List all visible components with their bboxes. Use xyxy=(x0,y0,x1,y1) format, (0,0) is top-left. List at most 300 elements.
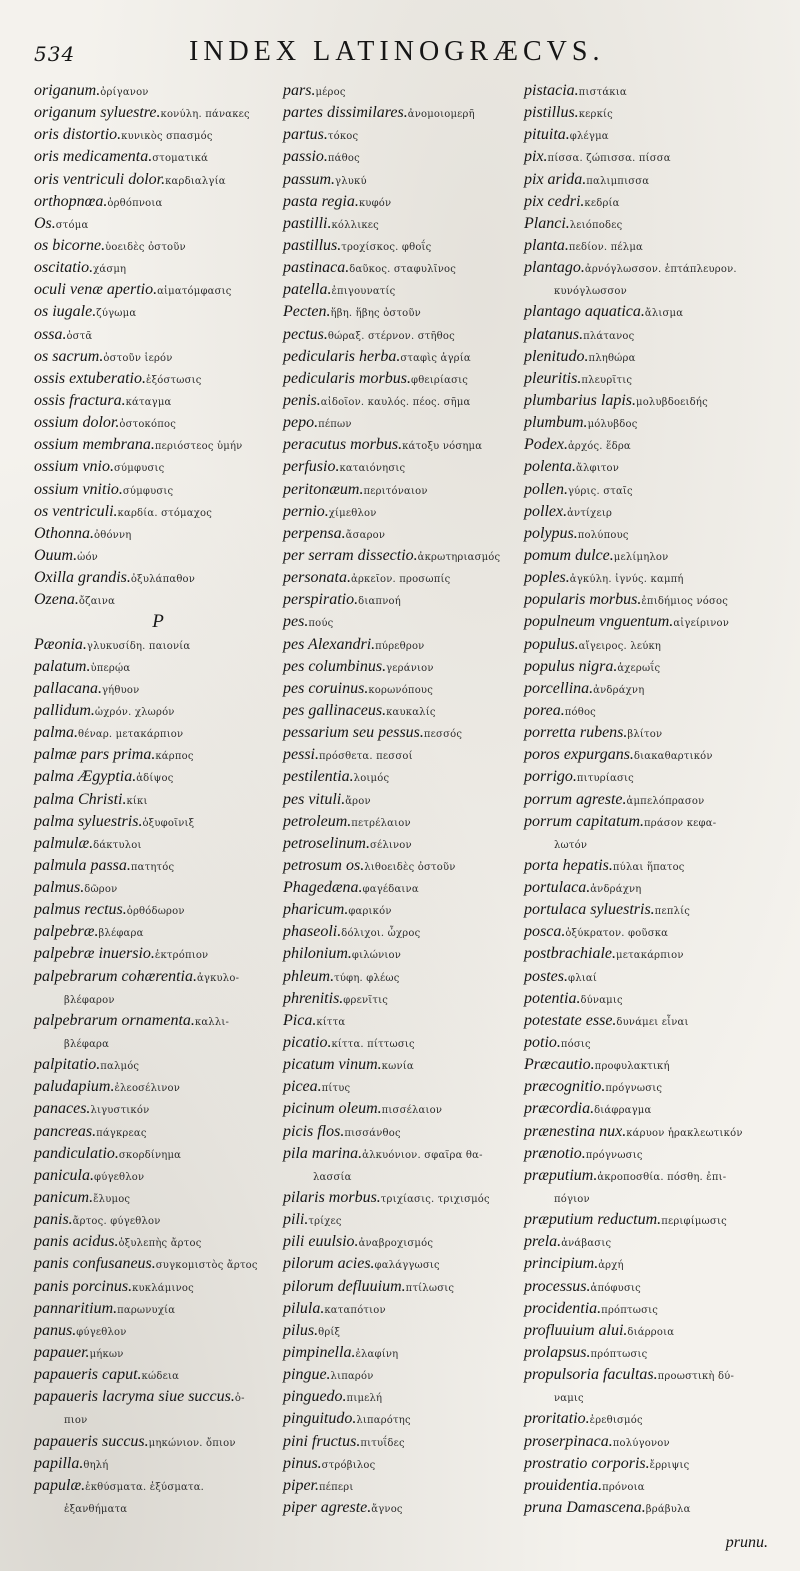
greek-equivalent: πισσέλαιον xyxy=(381,1105,443,1117)
latin-term: porretta rubens. xyxy=(524,724,628,742)
greek-equivalent: ἀπόφυσις xyxy=(590,1282,641,1294)
latin-term: panaces. xyxy=(34,1100,91,1118)
latin-term: palmus. xyxy=(34,879,85,897)
latin-term: palmula passa. xyxy=(34,856,131,874)
greek-equivalent: ἄρτος. φύγεθλον xyxy=(72,1216,161,1228)
latin-term: proserpinaca. xyxy=(524,1432,613,1450)
latin-term: Os. xyxy=(34,214,56,232)
latin-term: pancreas. xyxy=(34,1122,97,1140)
greek-equivalent: κάρπος xyxy=(155,751,194,763)
greek-equivalent: μελίμηλον xyxy=(613,551,669,563)
index-entry xyxy=(283,589,528,611)
greek-equivalent: περιτόναιον xyxy=(363,485,428,497)
index-entry xyxy=(283,877,528,899)
latin-term: oris distortio. xyxy=(34,126,122,144)
index-entry xyxy=(34,146,282,168)
index-entry xyxy=(524,656,786,678)
index-entry xyxy=(34,1475,282,1497)
index-entry xyxy=(283,634,528,656)
index-entry xyxy=(283,545,528,567)
latin-term: pilorum defluuium. xyxy=(283,1277,406,1295)
index-entry xyxy=(524,1320,786,1342)
greek-equivalent: φρενῖτις xyxy=(343,994,389,1006)
greek-equivalent: αἰδοῖον. καυλός. πέος. σῆμα xyxy=(320,396,471,408)
index-entry xyxy=(34,1143,282,1165)
index-entry xyxy=(283,1076,528,1098)
latin-term: petrosum os. xyxy=(283,856,365,874)
greek-equivalent: ὀστοῦν ἱερόν xyxy=(103,352,173,364)
greek-equivalent: παρωνυχία xyxy=(117,1304,176,1316)
index-entry xyxy=(524,700,786,722)
index-entry xyxy=(34,412,282,434)
latin-term: pastilli. xyxy=(283,214,332,232)
index-entry xyxy=(524,1364,786,1386)
latin-term: potentia. xyxy=(524,989,581,1007)
latin-term: pimpinella. xyxy=(283,1344,356,1362)
greek-equivalent: πύρεθρον xyxy=(375,640,425,652)
latin-term: pasta regia. xyxy=(283,192,359,210)
latin-term: platanus. xyxy=(524,325,584,343)
index-entry xyxy=(34,191,282,213)
index-entry xyxy=(34,324,282,346)
index-entry xyxy=(524,257,786,279)
latin-term: ossium vnio. xyxy=(34,458,114,476)
greek-equivalent: κονύλη. πάνακες xyxy=(160,109,250,121)
latin-term: præputium. xyxy=(524,1166,598,1184)
index-entry xyxy=(283,1010,528,1032)
index-entry xyxy=(283,124,528,146)
greek-equivalent: ὀρθόδωρον xyxy=(126,906,185,918)
index-entry xyxy=(283,213,528,235)
latin-term: præcordia. xyxy=(524,1100,595,1118)
greek-equivalent: ὀρίγανον xyxy=(100,87,149,98)
index-entry xyxy=(283,1187,528,1209)
greek-equivalent: κυνόγλωσσον xyxy=(554,286,627,298)
latin-term: palma Christi. xyxy=(34,790,127,808)
latin-term: potio. xyxy=(524,1034,561,1052)
greek-equivalent: καρδιαλγία xyxy=(165,175,226,187)
index-entry xyxy=(34,1209,282,1231)
index-entry xyxy=(34,456,282,478)
greek-equivalent: μηκώνιον. ὄπιον xyxy=(148,1437,236,1449)
index-entry xyxy=(283,368,528,390)
greek-equivalent: ἀρχή xyxy=(598,1260,624,1272)
greek-equivalent: ἀγκύλη. ἰγνύς. καμπή xyxy=(569,574,684,586)
latin-term: pes vituli. xyxy=(283,790,346,808)
greek-equivalent: ἄρον xyxy=(345,795,371,807)
index-entry xyxy=(283,988,528,1010)
index-entry xyxy=(34,921,282,943)
latin-term: palpebrarum ornamenta. xyxy=(34,1011,195,1029)
latin-term: phrenitis. xyxy=(283,989,344,1007)
index-entry xyxy=(524,1098,786,1120)
latin-term: pituita. xyxy=(524,126,570,144)
latin-term: prænotio. xyxy=(524,1144,586,1162)
index-entry xyxy=(524,678,786,700)
index-entry xyxy=(283,1431,528,1453)
index-entry xyxy=(524,1475,786,1497)
greek-equivalent: τριχίασις. τριχισμός xyxy=(380,1194,490,1206)
index-entry xyxy=(283,301,528,323)
greek-equivalent: ἐπιδήμιος νόσος xyxy=(641,596,728,608)
latin-term: penis. xyxy=(283,391,321,409)
latin-term: pingue. xyxy=(283,1366,331,1384)
greek-equivalent: ἐξανθήματα xyxy=(64,1504,128,1515)
greek-equivalent: ὀξυφοῖνιξ xyxy=(142,817,195,829)
index-entry xyxy=(283,191,528,213)
latin-term: postbrachiale. xyxy=(524,945,616,963)
latin-term: pes. xyxy=(283,613,309,631)
greek-equivalent: χάσμη xyxy=(93,264,127,276)
latin-term: populus nigra. xyxy=(524,657,618,675)
greek-equivalent: ναμις xyxy=(554,1393,584,1405)
latin-term: palmus rectus. xyxy=(34,901,127,919)
greek-equivalent: διάρροια xyxy=(627,1326,675,1338)
index-entry xyxy=(524,1187,786,1209)
greek-equivalent: κίκι xyxy=(126,795,148,807)
greek-equivalent: γλυκυσίδη. παιονία xyxy=(86,640,191,652)
index-entry xyxy=(524,1408,786,1430)
latin-term: pollen. xyxy=(524,480,568,498)
index-entry xyxy=(34,1497,282,1519)
latin-term: pleuritis. xyxy=(524,369,582,387)
index-entry xyxy=(34,1342,282,1364)
greek-equivalent: βράβυλα xyxy=(645,1504,691,1515)
index-entry xyxy=(524,833,786,855)
latin-term: personata. xyxy=(283,569,351,587)
greek-equivalent: λιθοειδὲς ὀστοῦν xyxy=(364,861,456,873)
index-entry xyxy=(283,1276,528,1298)
greek-equivalent: ὠόν xyxy=(77,551,98,563)
index-entry xyxy=(34,1453,282,1475)
greek-equivalent: φθειρίασις xyxy=(411,374,469,386)
index-entry xyxy=(524,501,786,523)
latin-term: portulaca. xyxy=(524,879,591,897)
latin-term: peracutus morbus. xyxy=(283,436,403,454)
greek-equivalent: τρίχες xyxy=(308,1216,342,1228)
greek-equivalent: πάθος xyxy=(327,153,360,165)
greek-equivalent: ὀ- xyxy=(234,1393,245,1405)
latin-term: principium. xyxy=(524,1255,599,1273)
greek-equivalent: πόγιον xyxy=(554,1194,590,1206)
latin-term: paludapium. xyxy=(34,1078,115,1096)
greek-equivalent: ἀχερωΐς xyxy=(617,662,661,674)
greek-equivalent: πλευρῖτις xyxy=(581,374,633,386)
greek-equivalent: μέρος xyxy=(315,87,346,98)
greek-equivalent: πρόγνωσις xyxy=(605,1083,663,1095)
latin-term: potestate esse. xyxy=(524,1011,617,1029)
latin-term: poros expurgans. xyxy=(524,746,634,764)
latin-term: passum. xyxy=(283,170,336,188)
latin-term: ossis fractura. xyxy=(34,391,126,409)
latin-term: Pæonia. xyxy=(34,635,87,653)
index-entry xyxy=(34,943,282,965)
index-entry xyxy=(34,346,282,368)
index-entry xyxy=(283,833,528,855)
latin-term: papilla. xyxy=(34,1454,84,1472)
index-entry xyxy=(34,1098,282,1120)
index-entry xyxy=(283,1054,528,1076)
index-entry xyxy=(524,1253,786,1275)
latin-term: patella. xyxy=(283,281,332,299)
index-entry xyxy=(524,1032,786,1054)
greek-equivalent: πέπερι xyxy=(319,1481,354,1493)
index-entry xyxy=(34,368,282,390)
latin-term: poples. xyxy=(524,569,570,587)
index-entry xyxy=(524,1298,786,1320)
index-entry xyxy=(524,412,786,434)
latin-term: papauer. xyxy=(34,1344,90,1362)
index-entry xyxy=(283,855,528,877)
index-entry xyxy=(283,1475,528,1497)
index-entry xyxy=(283,523,528,545)
latin-term: Planci. xyxy=(524,214,570,232)
latin-term: picis flos. xyxy=(283,1122,345,1140)
latin-term: pandiculatio. xyxy=(34,1144,119,1162)
greek-equivalent: κίττα. πίττωσις xyxy=(331,1039,415,1051)
index-entry xyxy=(34,1364,282,1386)
latin-term: pessarium seu pessus. xyxy=(283,724,424,742)
index-entry xyxy=(283,1386,528,1408)
latin-term: popularis morbus. xyxy=(524,591,642,609)
index-entry xyxy=(34,124,282,146)
index-entry xyxy=(524,634,786,656)
greek-equivalent: ἀκρωτηριασμός xyxy=(417,551,501,563)
greek-equivalent: βλέφαρον xyxy=(64,994,115,1006)
index-entry xyxy=(283,766,528,788)
latin-term: pessi. xyxy=(283,746,319,764)
index-entry xyxy=(524,1497,786,1519)
latin-term: peritonæum. xyxy=(283,480,364,498)
greek-equivalent: λιπαρόν xyxy=(330,1371,374,1383)
latin-term: panicum. xyxy=(34,1189,94,1207)
index-entry xyxy=(283,1342,528,1364)
index-entry xyxy=(34,257,282,279)
greek-equivalent: διαπνοή xyxy=(358,596,401,608)
index-entry xyxy=(34,1010,282,1032)
greek-equivalent: ὀξυλάπαθον xyxy=(130,574,196,586)
index-entry xyxy=(283,1364,528,1386)
index-entry xyxy=(524,1054,786,1076)
greek-equivalent: φύγεθλον xyxy=(76,1326,127,1338)
latin-term: pix. xyxy=(524,148,548,166)
greek-equivalent: καρδία. στόμαχος xyxy=(117,507,212,519)
index-entry xyxy=(524,1453,786,1475)
index-entry xyxy=(34,1386,282,1408)
index-entry xyxy=(283,169,528,191)
greek-equivalent: σύμφυσις xyxy=(114,463,165,475)
latin-term: pastillus. xyxy=(283,236,342,254)
greek-equivalent: κυφόν xyxy=(358,197,392,209)
greek-equivalent: ὑπερῴα xyxy=(90,662,131,674)
index-entry xyxy=(34,722,282,744)
index-entry xyxy=(524,877,786,899)
greek-equivalent: βλέφαρα xyxy=(64,1039,110,1051)
latin-term: Othonna. xyxy=(34,524,94,542)
latin-term: panis. xyxy=(34,1211,73,1229)
index-entry xyxy=(524,722,786,744)
index-entry xyxy=(283,921,528,943)
latin-term: oscitatio. xyxy=(34,259,94,277)
latin-term: pistacia. xyxy=(524,82,579,99)
index-entry xyxy=(34,634,282,656)
latin-term: os iugale. xyxy=(34,303,97,321)
latin-term: pili. xyxy=(283,1211,309,1229)
greek-equivalent: ἥβη. ἥβης ὀστοῦν xyxy=(330,308,421,320)
latin-term: phaseoli. xyxy=(283,923,342,941)
latin-term: panis porcinus. xyxy=(34,1277,133,1295)
index-entry xyxy=(34,1320,282,1342)
latin-term: Ouum. xyxy=(34,546,78,564)
greek-equivalent: διακαθαρτικόν xyxy=(633,751,713,763)
latin-term: picinum oleum. xyxy=(283,1100,382,1118)
latin-term: piper. xyxy=(283,1476,319,1494)
greek-equivalent: λιγυστικόν xyxy=(90,1105,150,1117)
latin-term: pila marina. xyxy=(283,1144,363,1162)
greek-equivalent: ἀρκεῖον. προσωπίς xyxy=(351,574,451,586)
greek-equivalent: βλέφαρα xyxy=(98,928,144,940)
greek-equivalent: πετρέλαιον xyxy=(351,817,411,829)
index-column-1 xyxy=(34,80,282,1519)
latin-term: papulæ. xyxy=(34,1476,86,1494)
index-entry xyxy=(524,988,786,1010)
greek-equivalent: πιον xyxy=(64,1415,88,1427)
index-entry xyxy=(283,235,528,257)
greek-equivalent: πιτυΐδες xyxy=(360,1437,405,1449)
greek-equivalent: πολύπους xyxy=(577,529,629,541)
index-entry xyxy=(283,479,528,501)
index-entry xyxy=(34,80,282,102)
latin-term: posca. xyxy=(524,923,566,941)
latin-term: panus. xyxy=(34,1321,77,1339)
greek-equivalent: ὀξύκρατον. φοῦσκα xyxy=(565,928,669,940)
latin-term: Pecten. xyxy=(283,303,331,321)
greek-equivalent: καταιόνησις xyxy=(339,463,406,475)
greek-equivalent: φύγεθλον xyxy=(94,1171,145,1183)
greek-equivalent: ἀντίχειρ xyxy=(567,507,613,519)
greek-equivalent: ὀρθόπνοια xyxy=(107,197,163,209)
latin-term: palpebræ. xyxy=(34,923,99,941)
latin-term: pedicularis herba. xyxy=(283,347,401,365)
index-entry xyxy=(283,456,528,478)
latin-term: papaueris succus. xyxy=(34,1432,149,1450)
greek-equivalent: διάφραγμα xyxy=(594,1105,652,1117)
index-entry xyxy=(283,257,528,279)
greek-equivalent: φλέγμα xyxy=(569,131,609,143)
index-entry xyxy=(283,789,528,811)
index-entry xyxy=(524,1165,786,1187)
greek-equivalent: πρόσθετα. πεσσοί xyxy=(319,751,413,763)
index-entry xyxy=(34,102,282,124)
greek-equivalent: προωστικὴ δύ- xyxy=(657,1371,735,1383)
index-entry xyxy=(524,1276,786,1298)
index-entry xyxy=(283,346,528,368)
latin-term: planta. xyxy=(524,236,569,254)
greek-equivalent: πρόπτωσις xyxy=(590,1349,648,1361)
index-entry xyxy=(34,1408,282,1430)
index-entry xyxy=(524,1342,786,1364)
index-entry xyxy=(34,988,282,1010)
index-entry xyxy=(524,611,786,633)
index-entry xyxy=(283,1298,528,1320)
latin-term: pistillus. xyxy=(524,104,579,122)
latin-term: os ventriculi. xyxy=(34,502,118,520)
latin-term: papaueris lacryma siue succus. xyxy=(34,1388,235,1406)
latin-term: pinguedo. xyxy=(283,1388,347,1406)
latin-term: pilula. xyxy=(283,1299,325,1317)
index-entry xyxy=(283,80,528,102)
greek-equivalent: τόκος xyxy=(327,131,359,143)
index-entry xyxy=(283,722,528,744)
greek-equivalent: μολυβδοειδής xyxy=(636,396,708,408)
latin-term: panicula. xyxy=(34,1166,94,1184)
latin-term: pilaris morbus. xyxy=(283,1189,381,1207)
greek-equivalent: ὄζαινα xyxy=(78,596,116,608)
greek-equivalent: πόθος xyxy=(564,706,596,718)
latin-term: prouidentia. xyxy=(524,1476,603,1494)
latin-term: plantago aquatica. xyxy=(524,303,645,321)
latin-term: palma Ægyptia. xyxy=(34,768,137,786)
greek-equivalent: πιτυρίασις xyxy=(576,773,634,785)
latin-term: picea. xyxy=(283,1078,322,1096)
index-entry xyxy=(34,1032,282,1054)
index-entry xyxy=(524,943,786,965)
index-entry xyxy=(34,235,282,257)
greek-equivalent: δυνάμει εἶναι xyxy=(616,1016,689,1028)
greek-equivalent: ἀνδράχνη xyxy=(593,684,645,696)
greek-equivalent: λειόποδες xyxy=(569,219,623,231)
greek-equivalent: φιλώνιον xyxy=(351,950,402,962)
latin-term: populus. xyxy=(524,635,579,653)
greek-equivalent: ἄλισμα xyxy=(644,308,684,320)
latin-term: populneum vnguentum. xyxy=(524,613,674,631)
greek-equivalent: στρόβιλος xyxy=(321,1459,376,1471)
index-entry xyxy=(34,678,282,700)
greek-equivalent: πολύγονον xyxy=(612,1437,670,1449)
greek-equivalent: φαρικόν xyxy=(348,906,392,918)
latin-term: oris medicamenta. xyxy=(34,148,153,166)
latin-term: oris ventriculi dolor. xyxy=(34,170,166,188)
greek-equivalent: τροχίσκος. φθοΐς xyxy=(341,241,432,253)
latin-term: prænestina nux. xyxy=(524,1122,627,1140)
latin-term: origanum syluestre. xyxy=(34,104,161,122)
greek-equivalent: θέναρ. μετακάρπιον xyxy=(78,729,184,741)
latin-term: partus. xyxy=(283,126,328,144)
index-entry xyxy=(524,191,786,213)
greek-equivalent: λιπαρότης xyxy=(356,1415,411,1427)
greek-equivalent: γεράνιον xyxy=(386,662,434,674)
latin-term: per serram dissectio. xyxy=(283,546,418,564)
latin-term: petroleum. xyxy=(283,812,352,830)
greek-equivalent: πρόγνωσις xyxy=(585,1149,643,1161)
index-entry xyxy=(34,855,282,877)
index-entry xyxy=(283,656,528,678)
latin-term: plantago. xyxy=(524,259,585,277)
latin-term: portulaca syluestris. xyxy=(524,901,655,919)
greek-equivalent: κίττα xyxy=(316,1016,346,1028)
index-entry xyxy=(34,766,282,788)
latin-term: perfusio. xyxy=(283,458,340,476)
greek-equivalent: κυνικὸς σπασμός xyxy=(121,131,213,143)
latin-term: ossium dolor. xyxy=(34,414,120,432)
greek-equivalent: δαῦκος. σταφυλῖνος xyxy=(349,264,457,276)
greek-equivalent: λοιμός xyxy=(353,773,390,785)
index-entry xyxy=(524,1076,786,1098)
greek-equivalent: θηλή xyxy=(83,1459,109,1471)
greek-equivalent: πλάτανος xyxy=(583,330,635,342)
index-entry xyxy=(524,567,786,589)
index-entry xyxy=(34,390,282,412)
